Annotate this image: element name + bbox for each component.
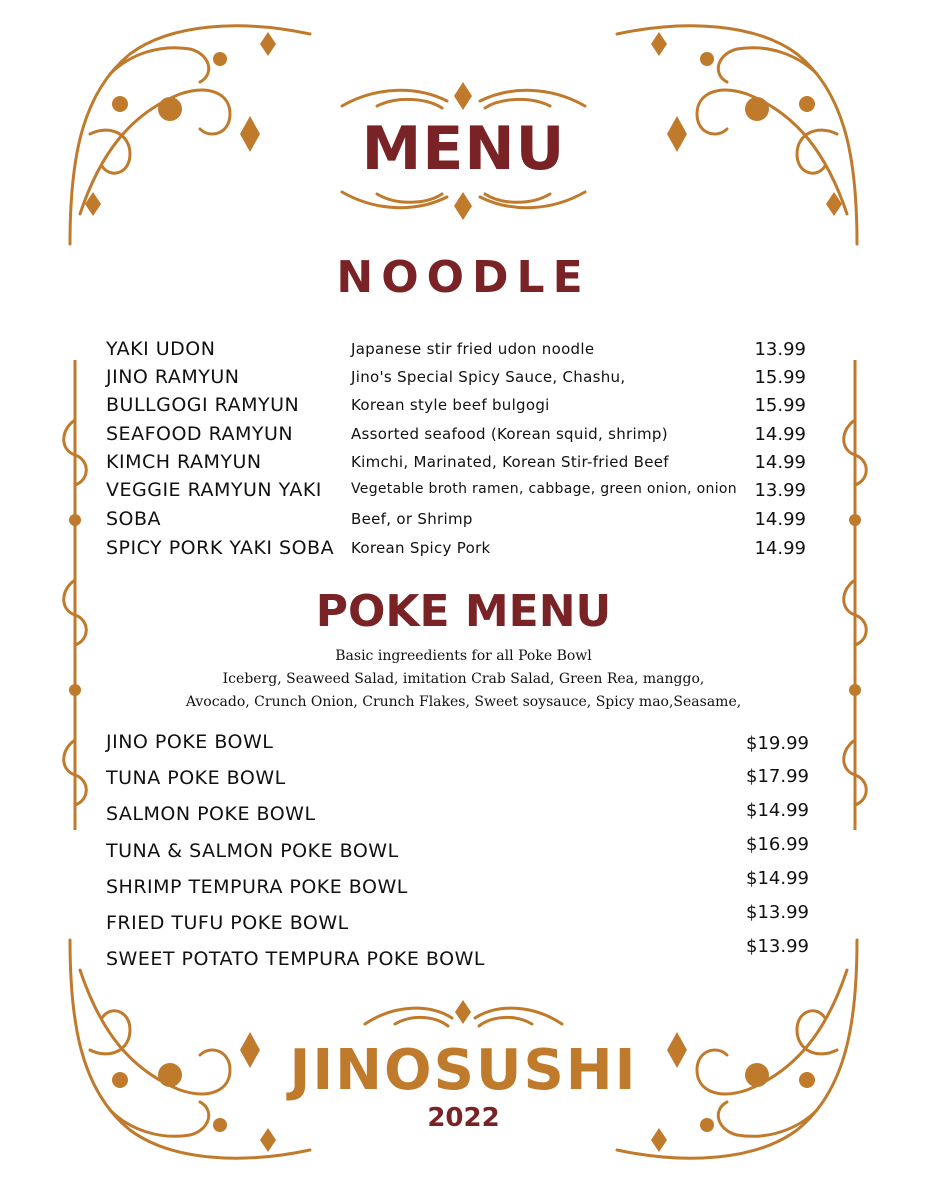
page-title: MENU <box>361 114 566 184</box>
poke-item-name: SWEET POTATO TEMPURA POKE BOWL <box>106 948 485 970</box>
list-item <box>106 423 806 451</box>
item-name: SOBA <box>106 508 162 530</box>
poke-item-price: $19.99 <box>746 733 809 754</box>
item-description: Jino's Special Spicy Sauce, Chashu, <box>351 368 626 386</box>
item-price: 14.99 <box>754 424 806 445</box>
poke-item-name: FRIED TUFU POKE BOWL <box>106 912 349 934</box>
poke-item-price: $13.99 <box>746 936 809 957</box>
item-price: 15.99 <box>754 367 806 388</box>
poke-item-price: $13.99 <box>746 902 809 923</box>
list-item <box>106 479 806 507</box>
item-price: 14.99 <box>754 452 806 473</box>
item-description: Korean Spicy Pork <box>351 539 491 557</box>
list-item <box>106 451 806 479</box>
poke-item-name: TUNA & SALMON POKE BOWL <box>106 840 399 862</box>
brand-name: JINOSUSHI <box>289 1038 638 1103</box>
flourish-icon <box>337 76 590 116</box>
item-name: VEGGIE RAMYUN YAKI <box>106 479 322 501</box>
item-price: 14.99 <box>754 509 806 530</box>
list-item <box>106 366 806 394</box>
item-description: Japanese stir fried udon noodle <box>351 340 595 358</box>
poke-description: Avocado, Crunch Onion, Crunch Flakes, Sweet soysauce, Spicy mao,Seasame, <box>185 694 742 710</box>
poke-item-name: SHRIMP TEMPURA POKE BOWL <box>106 876 408 898</box>
item-name: KIMCH RAMYUN <box>106 451 262 473</box>
flourish-icon <box>360 996 567 1034</box>
item-description: Vegetable broth ramen, cabbage, green onion, onion <box>351 481 737 497</box>
flourish-icon <box>337 180 590 230</box>
poke-item-name: JINO POKE BOWL <box>106 731 274 753</box>
poke-item-price: $14.99 <box>746 800 809 821</box>
item-description: Beef, or Shrimp <box>351 510 473 528</box>
poke-item-name: TUNA POKE BOWL <box>106 767 286 789</box>
item-description: Assorted seafood (Korean squid, shrimp) <box>351 425 668 443</box>
noodle-heading: NOODLE <box>336 252 591 303</box>
poke-description: Iceberg, Seaweed Salad, imitation Crab Salad, Green Rea, manggo, <box>222 671 705 687</box>
poke-description: Basic ingreedients for all Poke Bowl <box>335 648 592 664</box>
poke-item-price: $17.99 <box>746 766 809 787</box>
item-price: 15.99 <box>754 395 806 416</box>
poke-item-price: $16.99 <box>746 834 809 855</box>
list-item <box>106 537 806 565</box>
list-item <box>106 338 806 366</box>
item-name: SEAFOOD RAMYUN <box>106 423 294 445</box>
poke-item-name: SALMON POKE BOWL <box>106 803 316 825</box>
brand-year: 2022 <box>427 1103 500 1133</box>
item-name: JINO RAMYUN <box>106 366 240 388</box>
item-price: 13.99 <box>754 480 806 501</box>
poke-item-price: $14.99 <box>746 868 809 889</box>
item-name: SPICY PORK YAKI SOBA <box>106 537 335 559</box>
item-name: BULLGOGI RAMYUN <box>106 394 300 416</box>
item-price: 14.99 <box>754 538 806 559</box>
item-price: 13.99 <box>754 339 806 360</box>
item-name: YAKI UDON <box>106 338 216 360</box>
item-description: Korean style beef bulgogi <box>351 396 550 414</box>
item-description: Kimchi, Marinated, Korean Stir-fried Beef <box>351 453 669 471</box>
list-item <box>106 508 806 536</box>
list-item <box>106 394 806 422</box>
poke-heading: POKE MENU <box>315 586 612 637</box>
